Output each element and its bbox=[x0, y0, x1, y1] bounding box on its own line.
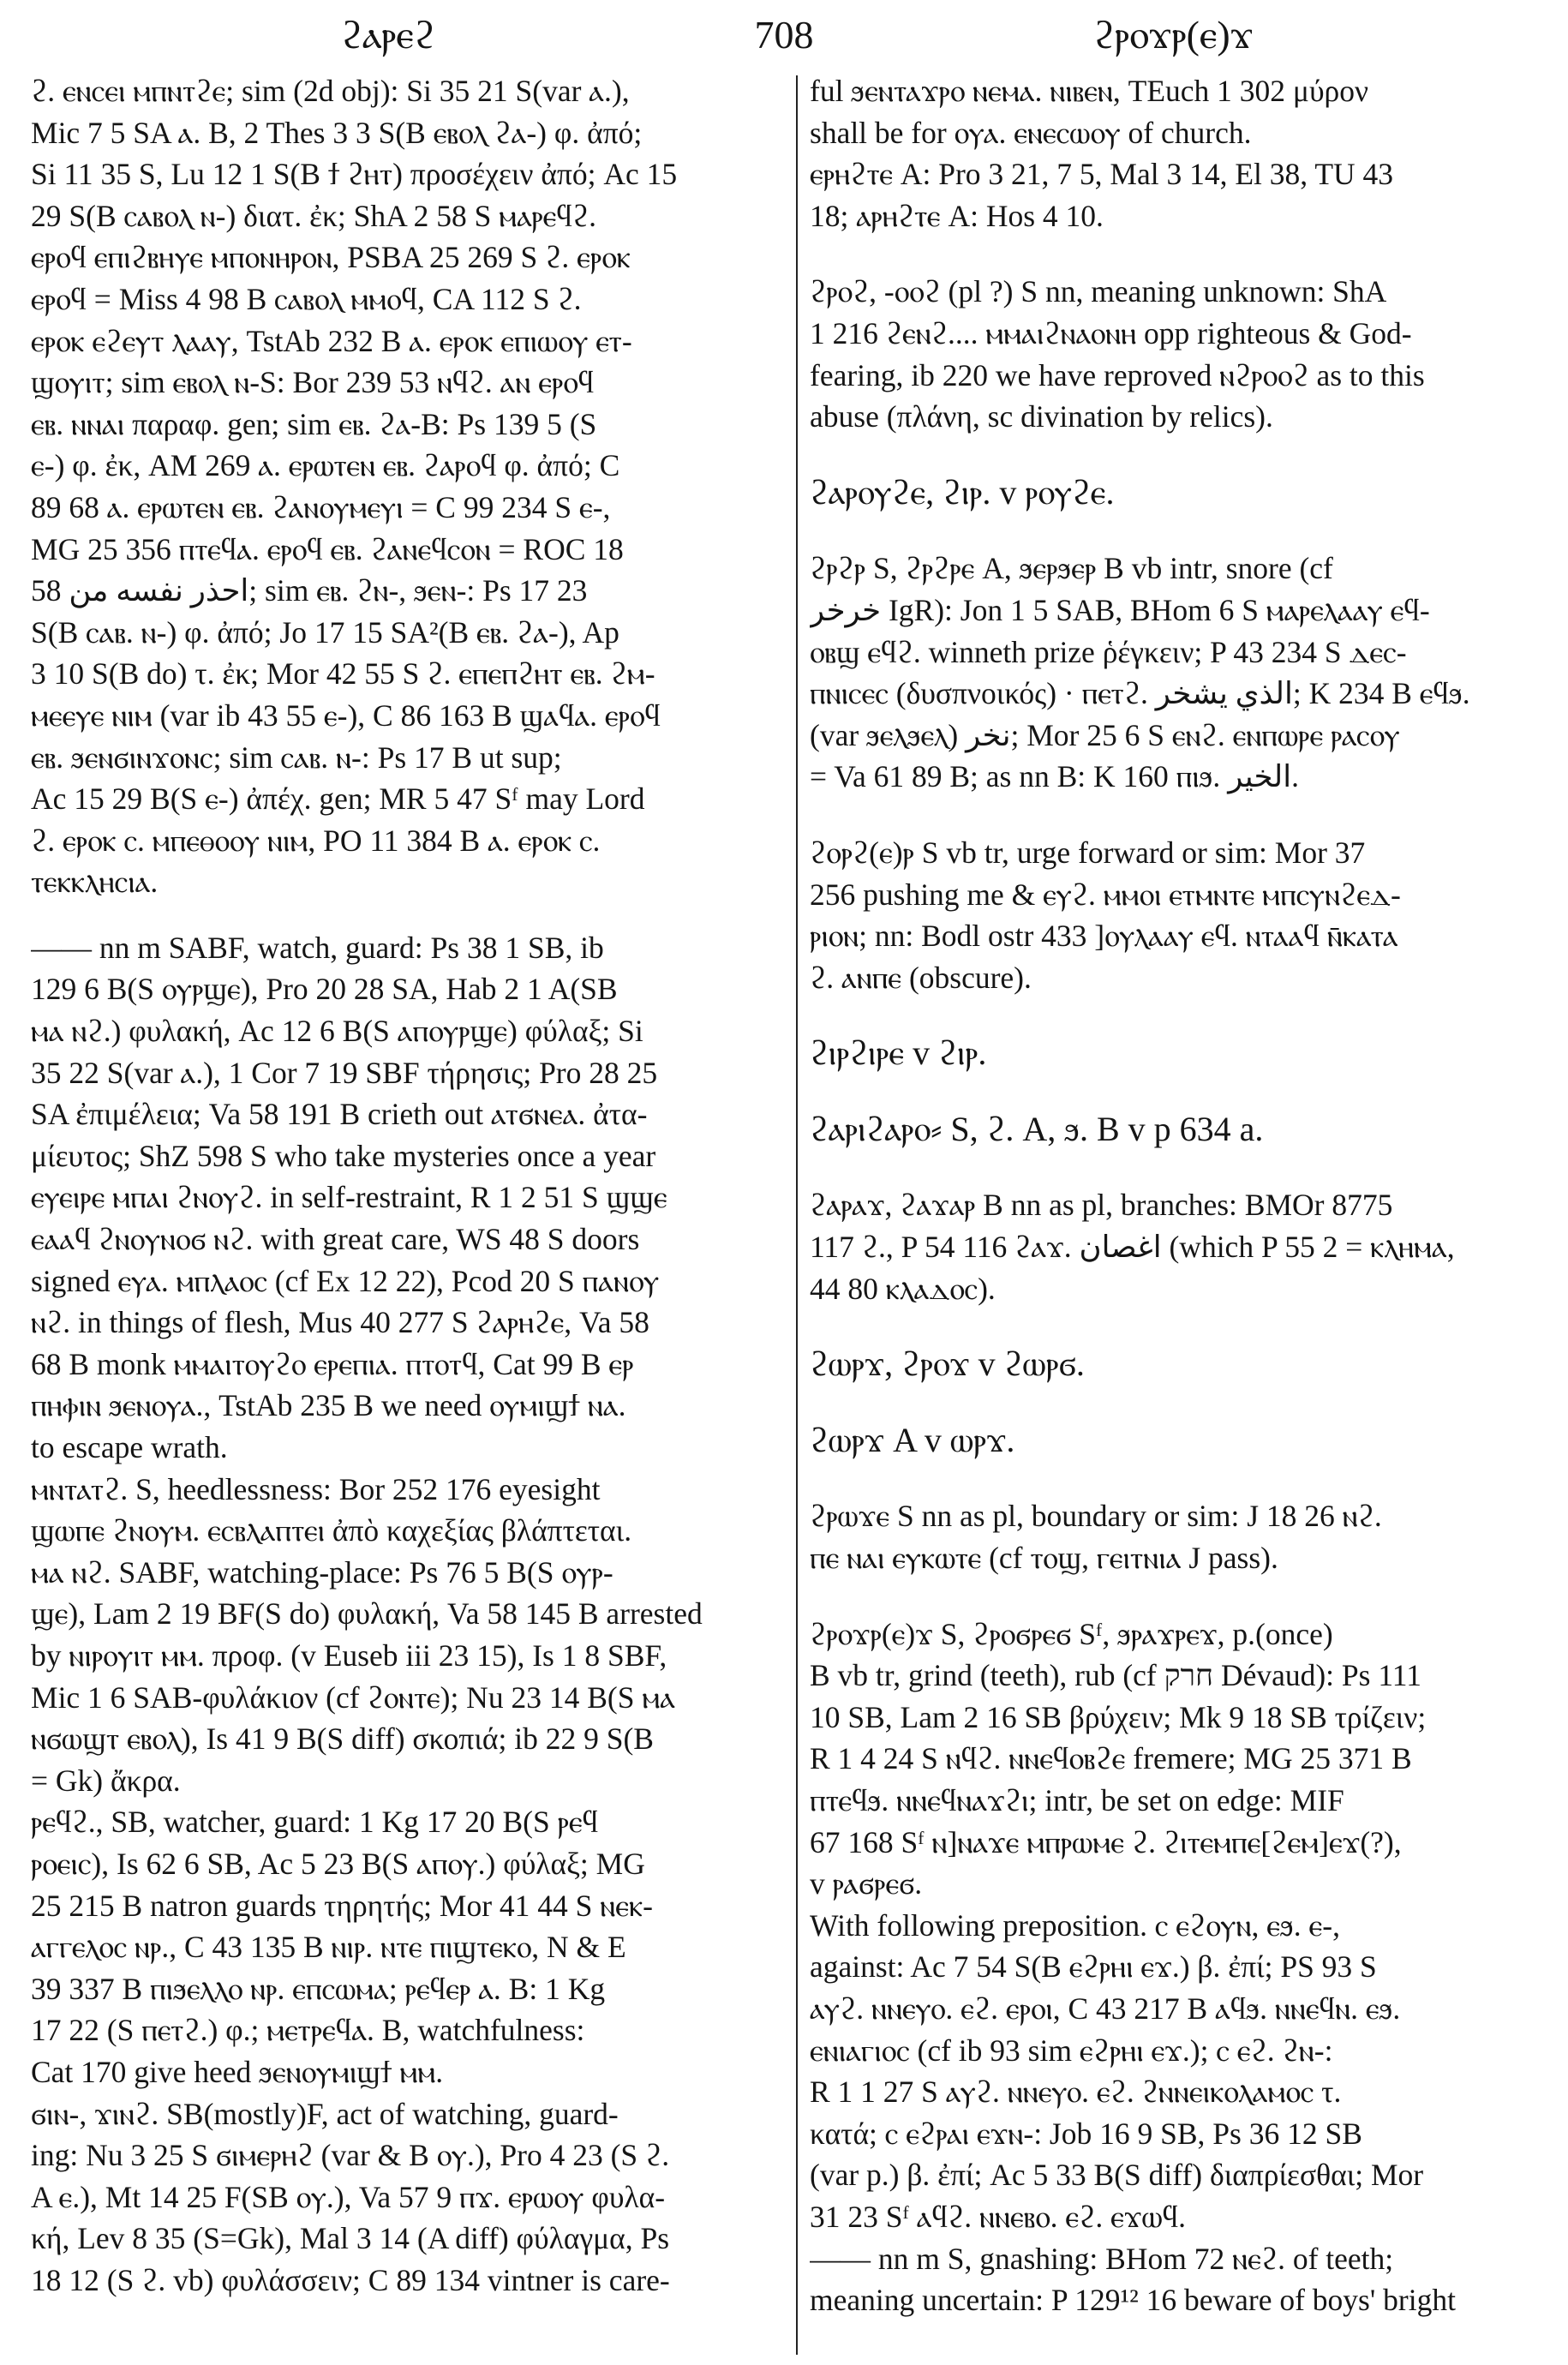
right-line-39: ⲉⲛⲓⲁⲅⲓⲟⲥ (cf ib 93 sim ⲉϩⲣⲏⲓ ⲉϫ.); ⲥ ⲉϩ. ϩⲛ-: bbox=[810, 2033, 1333, 2068]
left-line-41: = Gk) ἄκρα. bbox=[31, 1763, 181, 1798]
right-line-10: ϩⲣϩⲣ S, ϩⲣϩⲣⲉ A, ϧⲉⲣϧⲉⲣ B vb intr, snore (cf bbox=[810, 551, 1333, 586]
right-line-8: abuse (πλάνη, sc divination by relics). bbox=[810, 399, 1273, 434]
left-line-27: ⲉⲩⲉⲓⲣⲉ ⲙⲡⲁⲓ ϩⲛⲟⲩϩ. in self-restraint, R 1 2 51 S ϣϣⲉ bbox=[31, 1180, 667, 1215]
left-line-10: ⲉ-) φ. ἐκ, AM 269 ⲁ. ⲉⲣⲱⲧⲉⲛ ⲉⲃ. ϩⲁⲣⲟϥ φ. ἀπό; C bbox=[31, 448, 620, 483]
left-line-48: Cat 170 give heed ϧⲉⲛⲟⲩⲙⲓϣϯ ⲙⲙ. bbox=[31, 2054, 444, 2089]
right-line-40: R 1 1 27 S ⲁⲩϩ. ⲛⲛⲉⲩⲟ. ⲉϩ. ϩⲛⲛⲉⲓⲕⲟⲗⲁⲙⲟⲥ τ. bbox=[810, 2075, 1342, 2110]
right-line-36: With following preposition. ⲥ ⲉϩⲟⲩⲛ, ⲉϧ. ⲉ-, bbox=[810, 1907, 1340, 1943]
right-line-5: ϩⲣⲟϩ, -ⲟⲟϩ (pl ?) S nn, meaning unknown: ShA bbox=[810, 274, 1387, 309]
right-line-13: ⲡⲛⲓⲥⲉⲥ (δυσπνοικός) · ⲡⲉⲧϩ. الذي يشخر; K 234 B ⲉϥϧ. bbox=[810, 676, 1470, 711]
left-line-6: ⲉⲣⲟϥ = Miss 4 98 B ⲥⲁⲃⲟⲗ ⲙⲙⲟϥ, CA 112 S ϩ. bbox=[31, 281, 582, 316]
left-line-53: 18 12 (S ϩ. vb) φυλάσσειν; C 89 134 vintner is care- bbox=[31, 2262, 670, 2297]
left-line-38: by ⲛⲓⲣⲟⲩⲓⲧ ⲙⲙ. προφ. (v Euseb iii 23 15), Is 1 8 SBF, bbox=[31, 1638, 667, 1673]
left-line-31: 68 B monk ⲙⲙⲁⲓⲧⲟⲩϩⲟ ⲉⲣⲉⲡⲓⲁ. ⲡⲧⲟⲧϥ, Cat 99 B ⲉⲣ bbox=[31, 1346, 634, 1381]
left-line-51: A ⲉ.), Mt 14 25 F(SB ⲟⲩ.), Va 57 9 ⲡϫ. ⲉⲣⲱⲟⲩ φυλα- bbox=[31, 2179, 666, 2214]
right-line-23: 117 ϩ., P 54 116 ϩⲁϫ. اغصان (which P 55 2 = ⲕⲗⲏⲙⲁ, bbox=[810, 1230, 1455, 1265]
right-line-25: ϩⲱⲣϫ, ϩⲣⲟϫ v ϩⲱⲣϭ. bbox=[810, 1344, 1085, 1384]
right-line-17: 256 pushing me & ⲉⲩϩ. ⲙⲙⲟⲓ ⲉⲧⲙⲛⲧⲉ ⲙⲡⲥⲩⲛϩⲉⲇ- bbox=[810, 877, 1401, 912]
right-line-1: ful ϧⲉⲛⲧⲁϫⲣⲟ ⲛⲉⲙⲁ. ⲛⲓⲃⲉⲛ, TEuch 1 302 μύρον bbox=[810, 74, 1369, 108]
right-line-32: R 1 4 24 S ⲛϥϩ. ⲛⲛⲉϥⲟⲃϩⲉ fremere; MG 25 371 B bbox=[810, 1741, 1412, 1776]
right-line-4: 18; ⲁⲣⲏϩⲧⲉ A: Hos 4 10. bbox=[810, 198, 1104, 233]
left-line-30: ⲛϩ. in things of flesh, Mus 40 277 S ϩⲁⲣⲏϩⲉ, Va 58 bbox=[31, 1305, 649, 1340]
left-line-15: 3 10 S(B do) τ. ἐκ; Mor 42 55 S ϩ. ⲉⲡⲉⲡϩⲏⲧ ⲉⲃ. ϩⲙ- bbox=[31, 656, 655, 692]
left-column bbox=[31, 70, 785, 2343]
left-line-37: ϣⲉ), Lam 2 19 BF(S do) φυλακή, Va 58 145 B arrested bbox=[31, 1596, 703, 1632]
left-line-36: ⲙⲁ ⲛϩ. SABF, watching-place: Ps 76 5 B(S ⲟⲩⲣ- bbox=[31, 1554, 613, 1590]
left-line-17: ⲉⲃ. ϧⲉⲛϭⲓⲛϫⲟⲛⲥ; sim ⲥⲁⲃ. ⲛ-: Ps 17 B ut sup; bbox=[31, 739, 562, 775]
left-line-1: ϩ. ⲉⲛⲥⲉⲓ ⲙⲡⲛⲧϩⲉ; sim (2d obj): Si 35 21 S(var ⲁ.), bbox=[31, 74, 630, 108]
left-line-43: ⲣⲟⲉⲓⲥ), Is 62 6 SB, Ac 5 23 B(S ⲁⲡⲟⲩ.) φύλαξ; MG bbox=[31, 1846, 645, 1881]
right-line-7: fearing, ib 220 we have reproved ⲛϩⲣⲟⲟϩ as to this bbox=[810, 357, 1425, 392]
left-line-2: Mic 7 5 SA ⲁ. B, 2 Thes 3 3 S(B ⲉⲃⲟⲗ ϩⲁ-) φ. ἀπό; bbox=[31, 115, 643, 150]
right-running-headword: ϩⲣⲟϫⲣ(ⲉ)ϫ bbox=[1093, 13, 1254, 57]
right-line-2: shall be for ⲟⲩⲁ. ⲉⲛⲉⲥⲱⲟⲩ of church. bbox=[810, 115, 1252, 150]
left-line-39: Mic 1 6 SAB-φυλάκιον (cf ϩⲟⲛⲧⲉ); Nu 23 14 B(S ⲙⲁ bbox=[31, 1679, 675, 1715]
left-line-19: ϩ. ⲉⲣⲟⲕ ⲥ. ⲙⲡⲉⲑⲟⲟⲩ ⲛⲓⲙ, PO 11 384 B ⲁ. ⲉⲣⲟⲕ ⲥ. bbox=[31, 823, 601, 858]
right-line-9: ϩⲁⲣⲟⲩϩⲉ, ϩⲓⲣ. v ⲣⲟⲩϩⲉ. bbox=[810, 472, 1115, 512]
left-line-5: ⲉⲣⲟϥ ⲉⲡⲓϩⲃⲏⲩⲉ ⲙⲡⲟⲛⲏⲣⲟⲛ, PSBA 25 269 S ϩ. ⲉⲣⲟⲕ bbox=[31, 240, 631, 275]
right-line-35: v ⲣⲁϭⲣⲉϭ. bbox=[810, 1866, 923, 1901]
right-line-20: ϩⲓⲣϩⲓⲣⲉ v ϩⲓⲣ. bbox=[810, 1033, 987, 1073]
dictionary-page bbox=[24, 0, 1544, 2365]
right-line-15: = Va 61 89 B; as nn B: K 160 ⲡⲓϧ. الخير. bbox=[810, 759, 1299, 794]
right-line-24: 44 80 ⲕⲗⲁⲇⲟⲥ). bbox=[810, 1271, 996, 1306]
left-line-7: ⲉⲣⲟⲕ ⲉϩⲉⲩⲧ ⲗⲁⲁⲩ, TstAb 232 B ⲁ. ⲉⲣⲟⲕ ⲉⲡⲓⲱⲟⲩ ⲉⲧ- bbox=[31, 323, 632, 358]
left-line-54 bbox=[31, 2301, 785, 2343]
right-line-30: B vb tr, grind (teeth), rub (cf חרק Dévaud): Ps 111 bbox=[810, 1658, 1421, 1693]
left-line-49: ϭⲓⲛ-, ϫⲓⲛϩ. SB(mostly)F, act of watching, guard- bbox=[31, 2096, 619, 2131]
left-line-32: ⲡⲏⲫⲓⲛ ϧⲉⲛⲟⲩⲁ., TstAb 235 B we need ⲟⲩⲙⲓϣϯ ⲛⲁ. bbox=[31, 1388, 626, 1423]
left-line-47: 17 22 (S ⲡⲉⲧϩ.) φ.; ⲙⲉⲧⲣⲉϥⲁ. B, watchfulness: bbox=[31, 2013, 585, 2048]
left-line-40: ⲛϭⲱϣⲧ ⲉⲃⲟⲗ), Is 41 9 B(S diff) σκοπιά; ib 22 9 S(B bbox=[31, 1721, 654, 1757]
right-line-26: ϩⲱⲣϫ A v ⲱⲣϫ. bbox=[810, 1420, 1015, 1459]
left-line-12: MG 25 356 ⲡⲧⲉϥⲁ. ⲉⲣⲟϥ ⲉⲃ. ϩⲁⲛⲉϥⲥⲟⲛ = ROC 18 bbox=[31, 531, 624, 566]
right-line-46 bbox=[810, 2321, 1568, 2363]
page-number: 708 bbox=[754, 13, 814, 57]
left-line-33: to escape wrath. bbox=[31, 1430, 228, 1464]
right-line-38: ⲁⲩϩ. ⲛⲛⲉⲩⲟ. ⲉϩ. ⲉⲣⲟⲓ, C 43 217 B ⲁϥϧ. ⲛⲛⲉϥⲛ. ⲉϧ. bbox=[810, 1991, 1401, 2026]
left-line-3: Si 11 35 S, Lu 12 1 S(B ϯ ϩⲏⲧ) προσέχειν ἀπό; Ac 15 bbox=[31, 157, 678, 192]
left-running-headword: ϩⲁⲣⲉϩ bbox=[341, 13, 435, 57]
right-line-11: خرخر IgR): Jon 1 5 SAB, BHom 6 S ⲙⲁⲣⲉⲗⲁⲁⲩ ⲉϥ- bbox=[810, 592, 1430, 627]
right-line-31: 10 SB, Lam 2 16 SB βρύχειν; Mk 9 18 SB τρίζειν; bbox=[810, 1699, 1427, 1734]
left-line-26: μίευτος; ShZ 598 S who take mysteries once a year bbox=[31, 1138, 656, 1173]
right-line-43: 31 23 Sᶠ ⲁϥϩ. ⲛⲛⲉⲃⲟ. ⲉϩ. ⲉϫⲱϥ. bbox=[810, 2199, 1187, 2234]
left-line-28: ⲉⲁⲁϥ ϩⲛⲟⲩⲛⲟϭ ⲛϩ. with great care, WS 48 S doors bbox=[31, 1222, 640, 1257]
column-divider bbox=[796, 75, 798, 2355]
right-line-44: —— nn m S, gnashing: BHom 72 ⲛⲉϩ. of teeth; bbox=[810, 2241, 1394, 2276]
left-line-44: 25 215 B natron guards τηρητής; Mor 41 44 S ⲛⲉⲕ- bbox=[31, 1888, 653, 1923]
right-line-45: meaning uncertain: P 129¹² 16 beware of boys' bright bbox=[810, 2283, 1456, 2318]
left-line-35: ϣⲱⲡⲉ ϩⲛⲟⲩⲙ. ⲉⲥⲃⲗⲁⲡⲧⲉⲓ ἀπὸ καχεξίας βλάπτεται. bbox=[31, 1513, 632, 1548]
left-line-16: ⲙⲉⲉⲩⲉ ⲛⲓⲙ (var ib 43 55 ⲉ-), C 86 163 B ϣⲁϥⲁ. ⲉⲣⲟϥ bbox=[31, 698, 661, 733]
left-line-24: 35 22 S(var ⲁ.), 1 Cor 7 19 SBF τήρησις; Pro 28 25 bbox=[31, 1055, 658, 1090]
left-line-4: 29 S(B ⲥⲁⲃⲟⲗ ⲛ-) διατ. ἐκ; ShA 2 58 S ⲙⲁⲣⲉϥϩ. bbox=[31, 198, 597, 233]
left-line-9: ⲉⲃ. ⲛⲛⲁⲓ παραφ. gen; sim ⲉⲃ. ϩⲁ-B: Ps 139 5 (S bbox=[31, 406, 597, 441]
right-line-16: ϩⲟⲣϩ(ⲉ)ⲣ S vb tr, urge forward or sim: Mor 37 bbox=[810, 835, 1366, 870]
right-line-22: ϩⲁⲣⲁϫ, ϩⲁϫⲁⲣ B nn as pl, branches: BMOr 8775 bbox=[810, 1188, 1393, 1223]
right-line-3: ⲉⲣⲏϩⲧⲉ A: Pro 3 21, 7 5, Mal 3 14, El 38, TU 43 bbox=[810, 157, 1394, 192]
right-line-37: against: Ac 7 54 S(B ⲉϩⲣⲏⲓ ⲉϫ.) β. ἐπί; PS 93 S bbox=[810, 1949, 1377, 1985]
left-line-42: ⲣⲉϥϩ., SB, watcher, guard: 1 Kg 17 20 B(S ⲣⲉϥ bbox=[31, 1805, 599, 1840]
right-line-34: 67 168 Sᶠ ⲛ]ⲛⲁϫⲉ ⲙⲡⲣⲱⲙⲉ ϩ. ϩⲓⲧⲉⲙⲡⲉ[ϩⲉⲙ]ⲉϫ(?), bbox=[810, 1824, 1402, 1859]
right-line-33: ⲡⲧⲉϥϧ. ⲛⲛⲉϥⲛⲁϫϩⲓ; intr, be set on edge: MIF bbox=[810, 1783, 1344, 1817]
right-line-18: ⲣⲓⲟⲛ; nn: Bodl ostr 433 ]ⲟⲩⲗⲁⲁⲩ ⲉϥ. ⲛⲧⲁⲁϥ ⲛ̄ⲕⲁⲧⲁ bbox=[810, 919, 1398, 954]
left-line-13: 58 احذر نفسه من; sim ⲉⲃ. ϩⲛ-, ϧⲉⲛ-: Ps 17 23 bbox=[31, 573, 588, 608]
right-line-41: κατά; ⲥ ⲉϩⲣⲁⲓ ⲉϫⲛ-: Job 16 9 SB, Ps 36 12 SB bbox=[810, 2116, 1362, 2151]
left-line-29: signed ⲉⲩⲁ. ⲙⲡⲗⲁⲟⲥ (cf Ex 12 22), Pcod 20 S ⲡⲁⲛⲟⲩ bbox=[31, 1263, 660, 1298]
right-line-27: ϩⲣⲱϫⲉ S nn as pl, boundary or sim: J 18 26 ⲛϩ. bbox=[810, 1499, 1382, 1534]
left-line-11: 89 68 ⲁ. ⲉⲣⲱⲧⲉⲛ ⲉⲃ. ϩⲁⲛⲟⲩⲙⲉⲩⲓ = C 99 234 S ⲉ-, bbox=[31, 489, 611, 524]
page-header bbox=[24, 12, 1544, 63]
right-line-14: (var ϧⲉⲗϧⲉⲗ) نخر; Mor 25 6 S ⲉⲛϩ. ⲉⲛⲡⲱⲣⲉ ⲣⲁⲥⲟⲩ bbox=[810, 717, 1400, 752]
left-line-46: 39 337 B ⲡⲓϧⲉⲗⲗⲟ ⲛⲣ. ⲉⲡⲥⲱⲙⲁ; ⲣⲉϥⲉⲣ ⲁ. B: 1 Kg bbox=[31, 1971, 606, 2006]
right-line-21: ϩⲁⲣⲓϩⲁⲣⲟ⸗ S, ϩ. A, ϧ. B v p 634 a. bbox=[810, 1109, 1264, 1148]
right-line-28: ⲡⲉ ⲛⲁⲓ ⲉⲩⲕⲱⲧⲉ (cf ⲧⲟϣ, ⲅⲉⲓⲧⲛⲓⲁ J pass). bbox=[810, 1541, 1278, 1576]
left-line-52: κή, Lev 8 35 (S=Gk), Mal 3 14 (A diff) φύλαγμα, Ps bbox=[31, 2221, 670, 2256]
right-line-42: (var p.) β. ἐπί; Ac 5 33 B(S diff) διαπρίεσθαι; Mor bbox=[810, 2158, 1424, 2193]
left-line-21: —— nn m SABF, watch, guard: Ps 38 1 SB, ib bbox=[31, 930, 604, 965]
right-line-19: ϩ. ⲁⲛⲡⲉ (obscure). bbox=[810, 960, 1032, 995]
left-line-23: ⲙⲁ ⲛϩ.) φυλακή, Ac 12 6 B(S ⲁⲡⲟⲩⲣϣⲉ) φύλαξ; Si bbox=[31, 1014, 643, 1049]
right-line-29: ϩⲣⲟϫⲣ(ⲉ)ϫ S, ϩⲣⲟϭⲣⲉϭ Sᶠ, ϧⲣⲁϫⲣⲉϫ, p.(once) bbox=[810, 1616, 1333, 1651]
left-line-22: 129 6 B(S ⲟⲩⲣϣⲉ), Pro 20 28 SA, Hab 2 1 A(SB bbox=[31, 972, 618, 1007]
left-line-50: ing: Nu 3 25 S ϭⲓⲙⲉⲣⲏϩ (var & B ⲟⲩ.), Pro 4 23 (S ϩ. bbox=[31, 2138, 670, 2173]
left-line-8: ϣⲟⲩⲓⲧ; sim ⲉⲃⲟⲗ ⲛ-S: Bor 239 53 ⲛϥϩ. ⲁⲛ ⲉⲣⲟϥ bbox=[31, 365, 595, 400]
left-line-14: S(B ⲥⲁⲃ. ⲛ-) φ. ἀπό; Jo 17 15 SA²(B ⲉⲃ. ϩⲁ-), Ap bbox=[31, 614, 619, 650]
left-line-18: Ac 15 29 B(S ⲉ-) ἀπέχ. gen; MR 5 47 Sᶠ may Lord bbox=[31, 781, 645, 817]
left-line-20: ⲧⲉⲕⲕⲗⲏⲥⲓⲁ. bbox=[31, 865, 159, 900]
left-line-45: ⲁⲅⲅⲉⲗⲟⲥ ⲛⲣ., C 43 135 B ⲛⲓⲣ. ⲛⲧⲉ ⲡⲓϣⲧⲉⲕⲟ, N & E bbox=[31, 1930, 626, 1965]
right-column bbox=[810, 70, 1568, 2362]
right-line-12: ⲟⲃϣ ⲉϥϩ. winneth prize ῥέγκειν; P 43 234 S ⲇⲉⲥ- bbox=[810, 634, 1407, 669]
left-line-25: SA ἐπιμέλεια; Va 58 191 B crieth out ⲁⲧϭⲛⲉⲁ. ἀτα- bbox=[31, 1097, 648, 1132]
right-line-6: 1 216 ϩⲉⲛϩ.... ⲙⲙⲁⲓϩⲛⲁⲟⲛⲏ opp righteous & God- bbox=[810, 315, 1412, 350]
left-line-34: ⲙⲛⲧⲁⲧϩ. S, heedlessness: Bor 252 176 eyesight bbox=[31, 1471, 601, 1506]
